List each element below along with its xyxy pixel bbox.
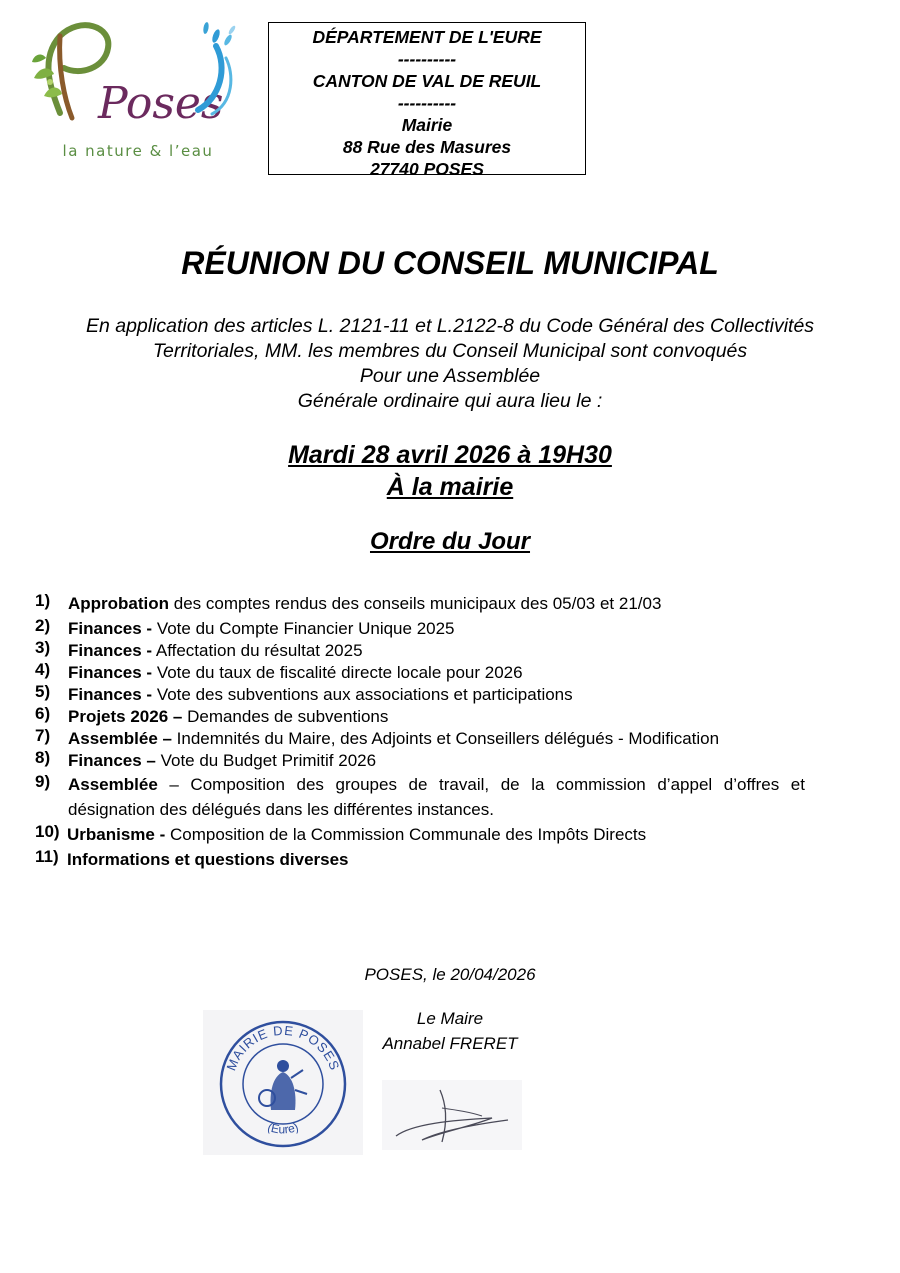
agenda-item-text: Vote du taux de fiscalité directe locale pour 2026 <box>152 663 523 682</box>
agenda-item-label: Assemblée – <box>68 729 172 748</box>
meeting-info <box>0 439 900 503</box>
agenda-item-text: Composition de la Commission Communale des Impôts Directs <box>165 825 647 844</box>
header-city: 27740 POSES <box>370 159 484 179</box>
agenda-title <box>0 528 900 556</box>
agenda-item-text: Vote du Budget Primitif 2026 <box>155 751 377 770</box>
agenda-item <box>35 772 805 822</box>
mayor-role: Le Maire <box>416 1009 484 1028</box>
official-stamp <box>203 1010 363 1155</box>
agenda-item <box>35 748 805 773</box>
header-department: DÉPARTEMENT DE L'EURE <box>312 27 542 47</box>
header-mairie: Mairie <box>401 115 453 135</box>
agenda-item-label: Assemblée <box>68 775 158 794</box>
header-separator: ---------- <box>397 49 457 69</box>
agenda-title-text: Ordre du Jour <box>369 528 531 555</box>
agenda-item-number: 4) <box>35 660 51 679</box>
agenda-item-text: des comptes rendus des conseils municipaux des 05/03 et 21/03 <box>169 594 662 613</box>
mayor-signature <box>382 1080 522 1150</box>
agenda-item-label: Projets 2026 – <box>68 707 183 726</box>
logo-wordmark: Poses <box>98 78 224 129</box>
agenda-item-text: Vote des subventions aux associations et participations <box>152 685 573 704</box>
agenda-item-number: 1) <box>35 591 51 610</box>
mayor-name: Annabel FRERET <box>382 1034 518 1053</box>
agenda-item-number: 8) <box>35 748 51 767</box>
intro-line: Pour une Assemblée <box>359 365 541 387</box>
intro-line: Territoriales, MM. les membres du Conseil Municipal sont convoqués <box>152 340 748 362</box>
agenda-item-label: Finances – <box>68 751 156 770</box>
header-address-box <box>268 22 586 179</box>
agenda-item-text: Vote du Compte Financier Unique 2025 <box>152 619 455 638</box>
intro-line: Générale ordinaire qui aura lieu le : <box>297 390 603 412</box>
agenda-item-label: Finances - <box>68 663 153 682</box>
agenda-item-label: Finances - <box>68 685 153 704</box>
agenda-item <box>35 822 805 847</box>
poses-logo <box>20 18 240 168</box>
agenda-item-number: 10) <box>35 822 60 841</box>
svg-text:MAIRIE DE POSES: MAIRIE DE POSES <box>223 1022 343 1073</box>
agenda-item-label: Approbation <box>68 594 170 613</box>
agenda-item <box>35 847 805 872</box>
agenda-item-label: Finances - <box>68 641 153 660</box>
agenda-item-text: Affectation du résultat 2025 <box>152 641 363 660</box>
meeting-date: Mardi 28 avril 2026 à 19H30 <box>288 441 612 469</box>
logo-tagline: la nature & l’eau <box>62 142 214 160</box>
agenda-item-number: 3) <box>35 638 51 657</box>
agenda-item-label: Urbanisme - <box>67 825 166 844</box>
header-separator: ---------- <box>397 93 457 113</box>
place-and-date: POSES, le 20/04/2026 <box>364 965 536 984</box>
svg-text:(Eure): (Eure) <box>265 1119 301 1137</box>
agenda-item-label: Finances - <box>68 619 153 638</box>
header-canton: CANTON DE VAL DE REUIL <box>312 71 542 91</box>
agenda-item-text: Demandes de subventions <box>182 707 389 726</box>
agenda-item-number: 2) <box>35 616 51 635</box>
header-street: 88 Rue des Masures <box>342 137 512 157</box>
agenda-item-label: Informations et questions diverses <box>67 850 349 869</box>
convocation-intro <box>30 314 870 414</box>
agenda-item-number: 11) <box>35 847 59 866</box>
intro-line: En application des articles L. 2121-11 et L.2122-8 du Code Général des Collectivités <box>85 315 815 337</box>
meeting-place: À la mairie <box>386 473 514 501</box>
agenda-item-text: – Composition des groupes de travail, de la commission d’appel d’offres et désignation des délégués dans les différentes instances. <box>68 775 805 819</box>
page-title: RÉUNION DU CONSEIL MUNICIPAL <box>181 245 719 281</box>
agenda-item-number: 7) <box>35 726 51 745</box>
agenda-item-number: 9) <box>35 772 51 791</box>
poses-logo-graphic <box>20 18 240 143</box>
agenda-item <box>35 591 805 616</box>
agenda-item-number: 5) <box>35 682 51 701</box>
agenda-item-number: 6) <box>35 704 51 723</box>
agenda-item-text: Indemnités du Maire, des Adjoints et Conseillers délégués - Modification <box>171 729 720 748</box>
